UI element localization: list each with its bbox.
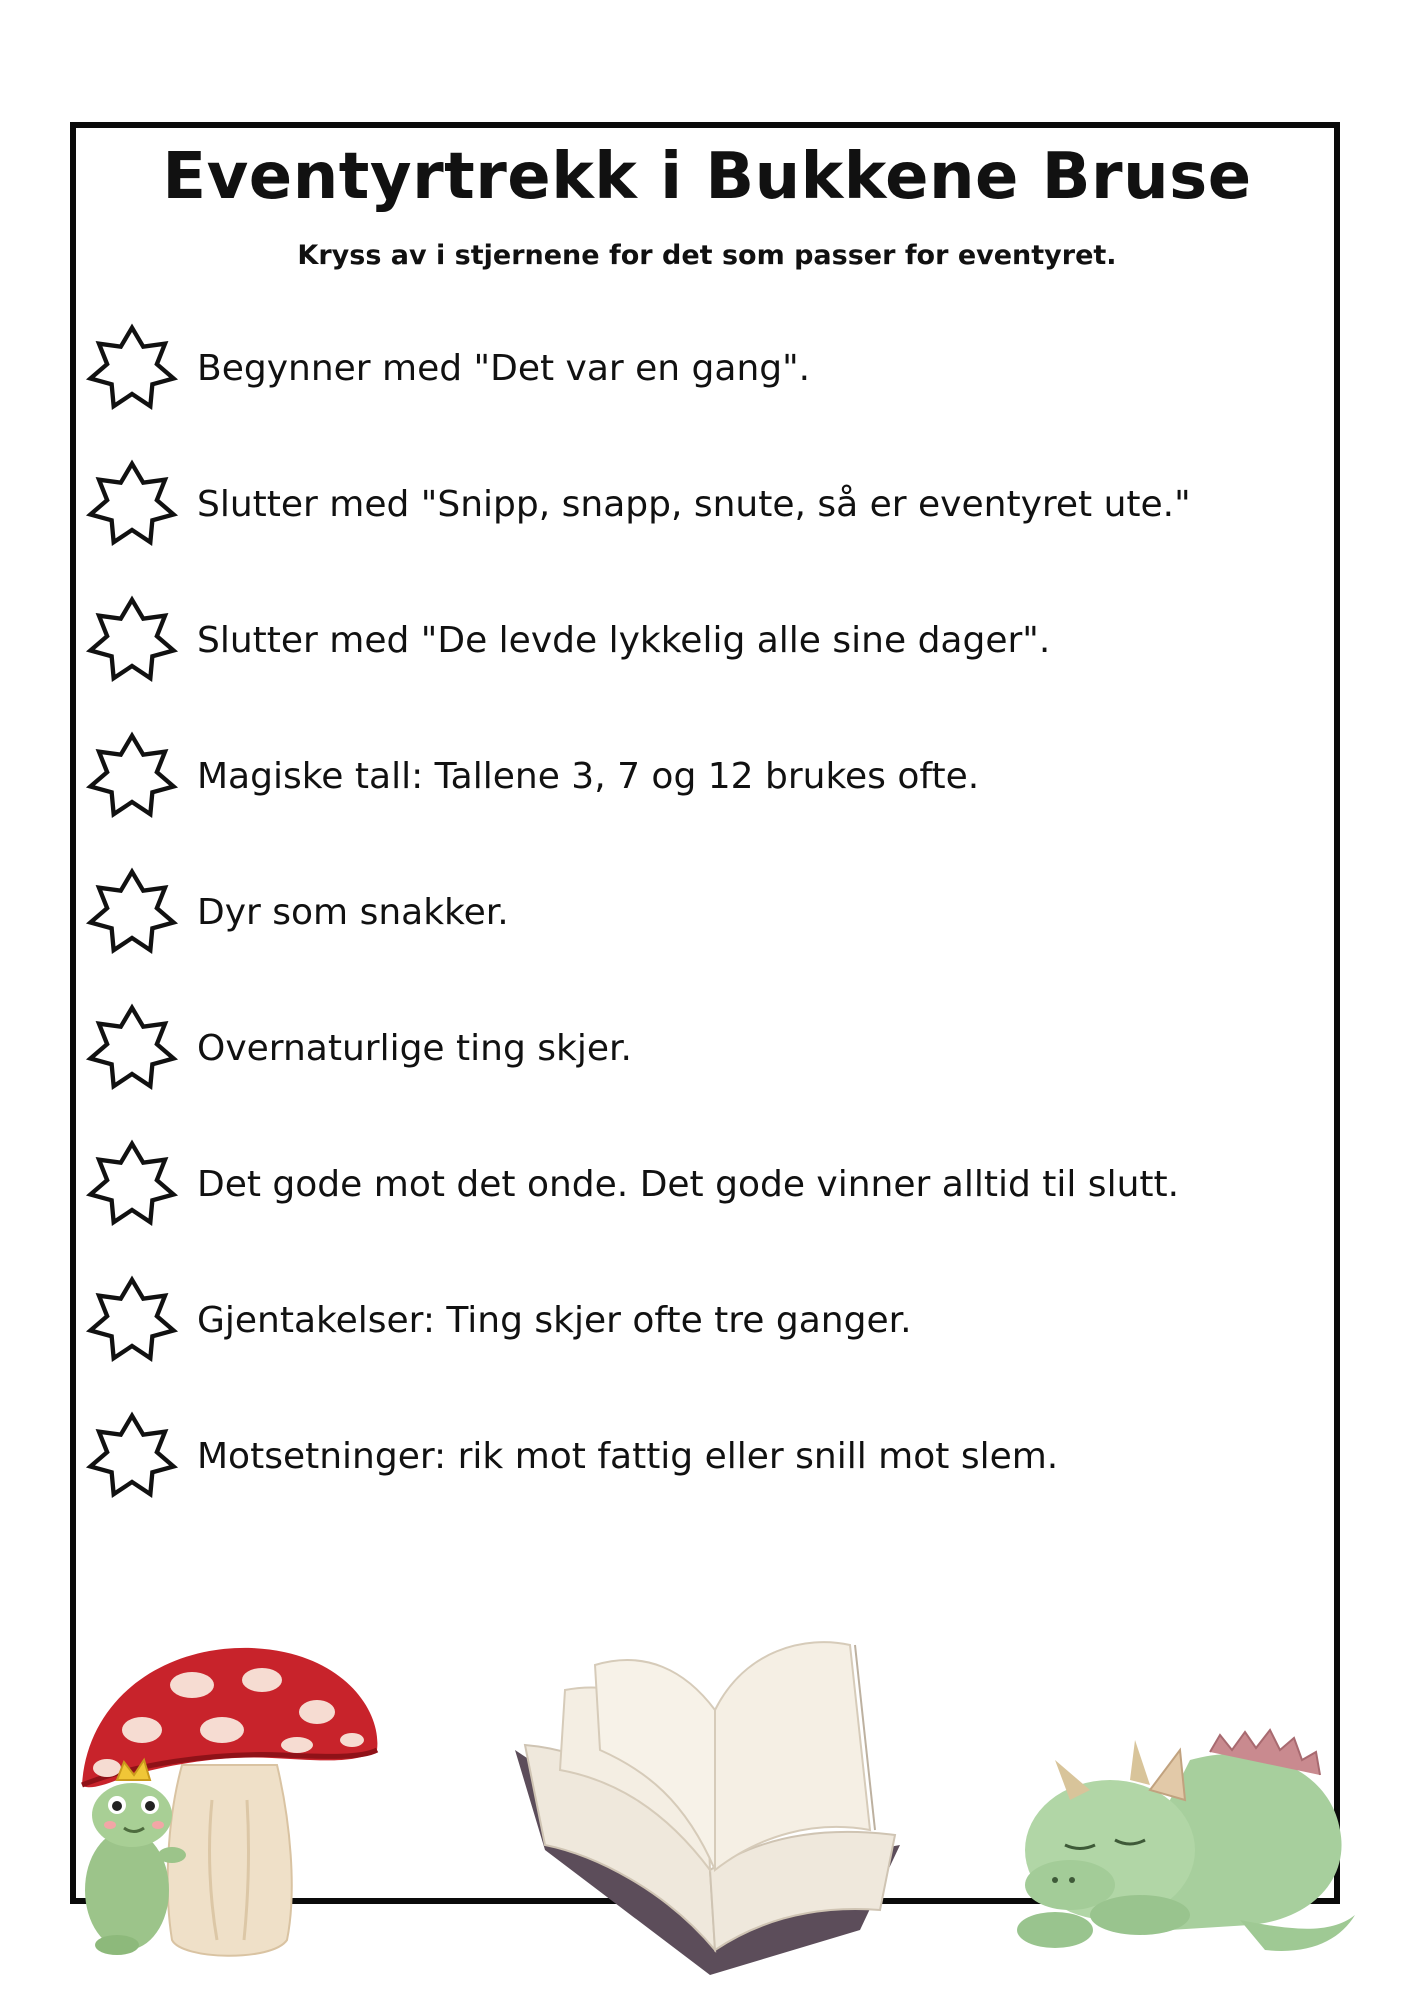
star-checkbox-icon[interactable] [84,1138,180,1234]
star-checkbox-icon[interactable] [84,866,180,962]
checklist-item-label: Overnaturlige ting skjer. [197,1028,632,1069]
checklist-item-label: Slutter med "Snipp, snapp, snute, så er eventyret ute." [197,484,1191,525]
checklist-item-label: Gjentakelser: Ting skjer ofte tre ganger. [197,1300,912,1341]
checklist-item-label: Motsetninger: rik mot fattig eller snill mot slem. [197,1436,1059,1477]
checklist-item[interactable] [84,458,1324,554]
sleeping-dragon-illustration [1010,1680,1370,1980]
star-checkbox-icon[interactable] [84,322,180,418]
page-subtitle: Kryss av i stjernene for det som passer for eventyret. [297,240,1117,271]
star-checkbox-icon[interactable] [84,1274,180,1370]
open-book-illustration [505,1630,915,1985]
checklist-item[interactable] [84,1274,1324,1370]
checklist-item[interactable] [84,594,1324,690]
checklist-item-label: Slutter med "De levde lykkelig alle sine dager". [197,620,1051,661]
checklist-item-label: Dyr som snakker. [197,892,509,933]
checklist-item-label: Begynner med "Det var en gang". [197,348,811,389]
checklist-item[interactable] [84,1138,1324,1234]
checklist-item-label: Magiske tall: Tallene 3, 7 og 12 brukes ofte. [197,756,980,797]
star-checkbox-icon[interactable] [84,1410,180,1506]
checklist-item[interactable] [84,866,1324,962]
star-checkbox-icon[interactable] [84,594,180,690]
checklist-item[interactable] [84,730,1324,826]
star-checkbox-icon[interactable] [84,1002,180,1098]
checklist-item[interactable] [84,1002,1324,1098]
star-checkbox-icon[interactable] [84,458,180,554]
checklist-item-label: Det gode mot det onde. Det gode vinner alltid til slutt. [197,1164,1180,1205]
checklist-item[interactable] [84,1410,1324,1506]
checklist-item[interactable] [84,322,1324,418]
page-title: Eventyrtrekk i Bukkene Bruse [162,140,1252,214]
star-checkbox-icon[interactable] [84,730,180,826]
mushroom-frog-illustration [72,1640,392,1970]
